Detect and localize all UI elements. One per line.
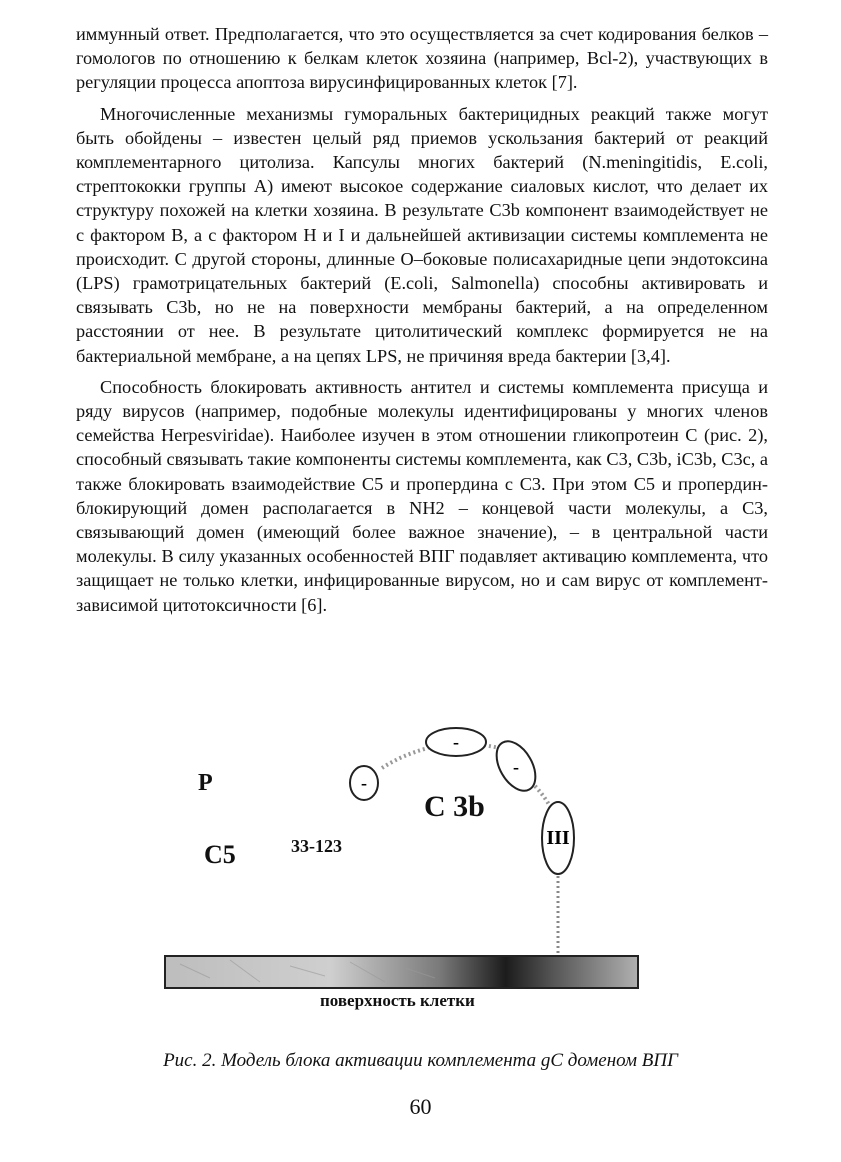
minus-label-3: - [513, 757, 519, 777]
domain-iii-label: III [546, 827, 570, 849]
glycoprotein-diagram [150, 720, 670, 1030]
cell-membrane [165, 956, 638, 988]
minus-label-1: - [361, 773, 367, 793]
label-p: P [198, 770, 213, 796]
body-text [76, 22, 768, 624]
label-c5: C5 [204, 840, 236, 869]
label-c3b: C 3b [424, 790, 485, 823]
page-number: 60 [409, 1094, 432, 1119]
linker-dots-1 [382, 748, 428, 768]
figure-2 [150, 720, 670, 1030]
label-cell-surface: поверхность клетки [320, 991, 475, 1010]
paragraph-1: иммунный ответ. Предполагается, что это осуществляется за счет кодирования белков – гомологов по отношению к белкам клеток хозяина (например, Bcl-2), участвующих в регуляции процесса апоптоза вирусинфицированных клеток [7]. [76, 24, 768, 93]
paragraph-2: Многочисленные механизмы гуморальных бактерицидных реакций также могут быть обойдены – известен целый ряд приемов ускользания бактерий от реакций комплементарного цитолиза. Капсулы многих бактерий (N.meningitidis, E.coli, стрептококки группы А) имеют высокое содержание сиаловых кислот, что делает их структуру похожей на клетки хозяина. В результате С3b компонент взаимодействует не с фактором В, а с фактором Н и I и дальнейшей активизации системы комплемента не происходит. С другой стороны, длинные О–боковые полисахаридные цепи эндотоксина (LPS) грамотрицательных бактерий (E.coli, Salmonella) способны активировать и связывать С3b, но не на поверхности мембраны бактерий, а на определенном расстоянии от нее. В результате цитолитический комплекс формируется не на бактериальной мембране, а на цепях LPS, не причиняя вреда бактерии [3,4]. [76, 103, 768, 366]
minus-label-2: - [453, 732, 459, 752]
label-residue-range: 33-123 [291, 836, 342, 856]
paragraph-3: Способность блокировать активность антител и системы комплемента присуща и ряду вирусов (например, подобные молекулы идентифицированы у многих членов семейства Herpesviridae). Наиболее изучен в этом отношении гликопротеин С (рис. 2), способный связывать такие компоненты системы комплемента, как С3, С3b, iC3b, C3c, а также блокировать взаимодействие С5 и пропердина с С3. При этом С5 и пропердин-блокирующий домен располагается в NH2 – концевой части молекулы, а С3, связывающий домен (имеющий более важное значение), – в центральной части молекулы. В силу указанных особенностей ВПГ подавляет активацию комплемента, что защищает не только клетки, инфицированные вирусом, но и сам вирус от комплемент-зависимой цитотоксичности [6]. [76, 376, 768, 615]
figure-caption: Рис. 2. Модель блока активации комплемента gC доменом ВПГ [163, 1050, 678, 1071]
